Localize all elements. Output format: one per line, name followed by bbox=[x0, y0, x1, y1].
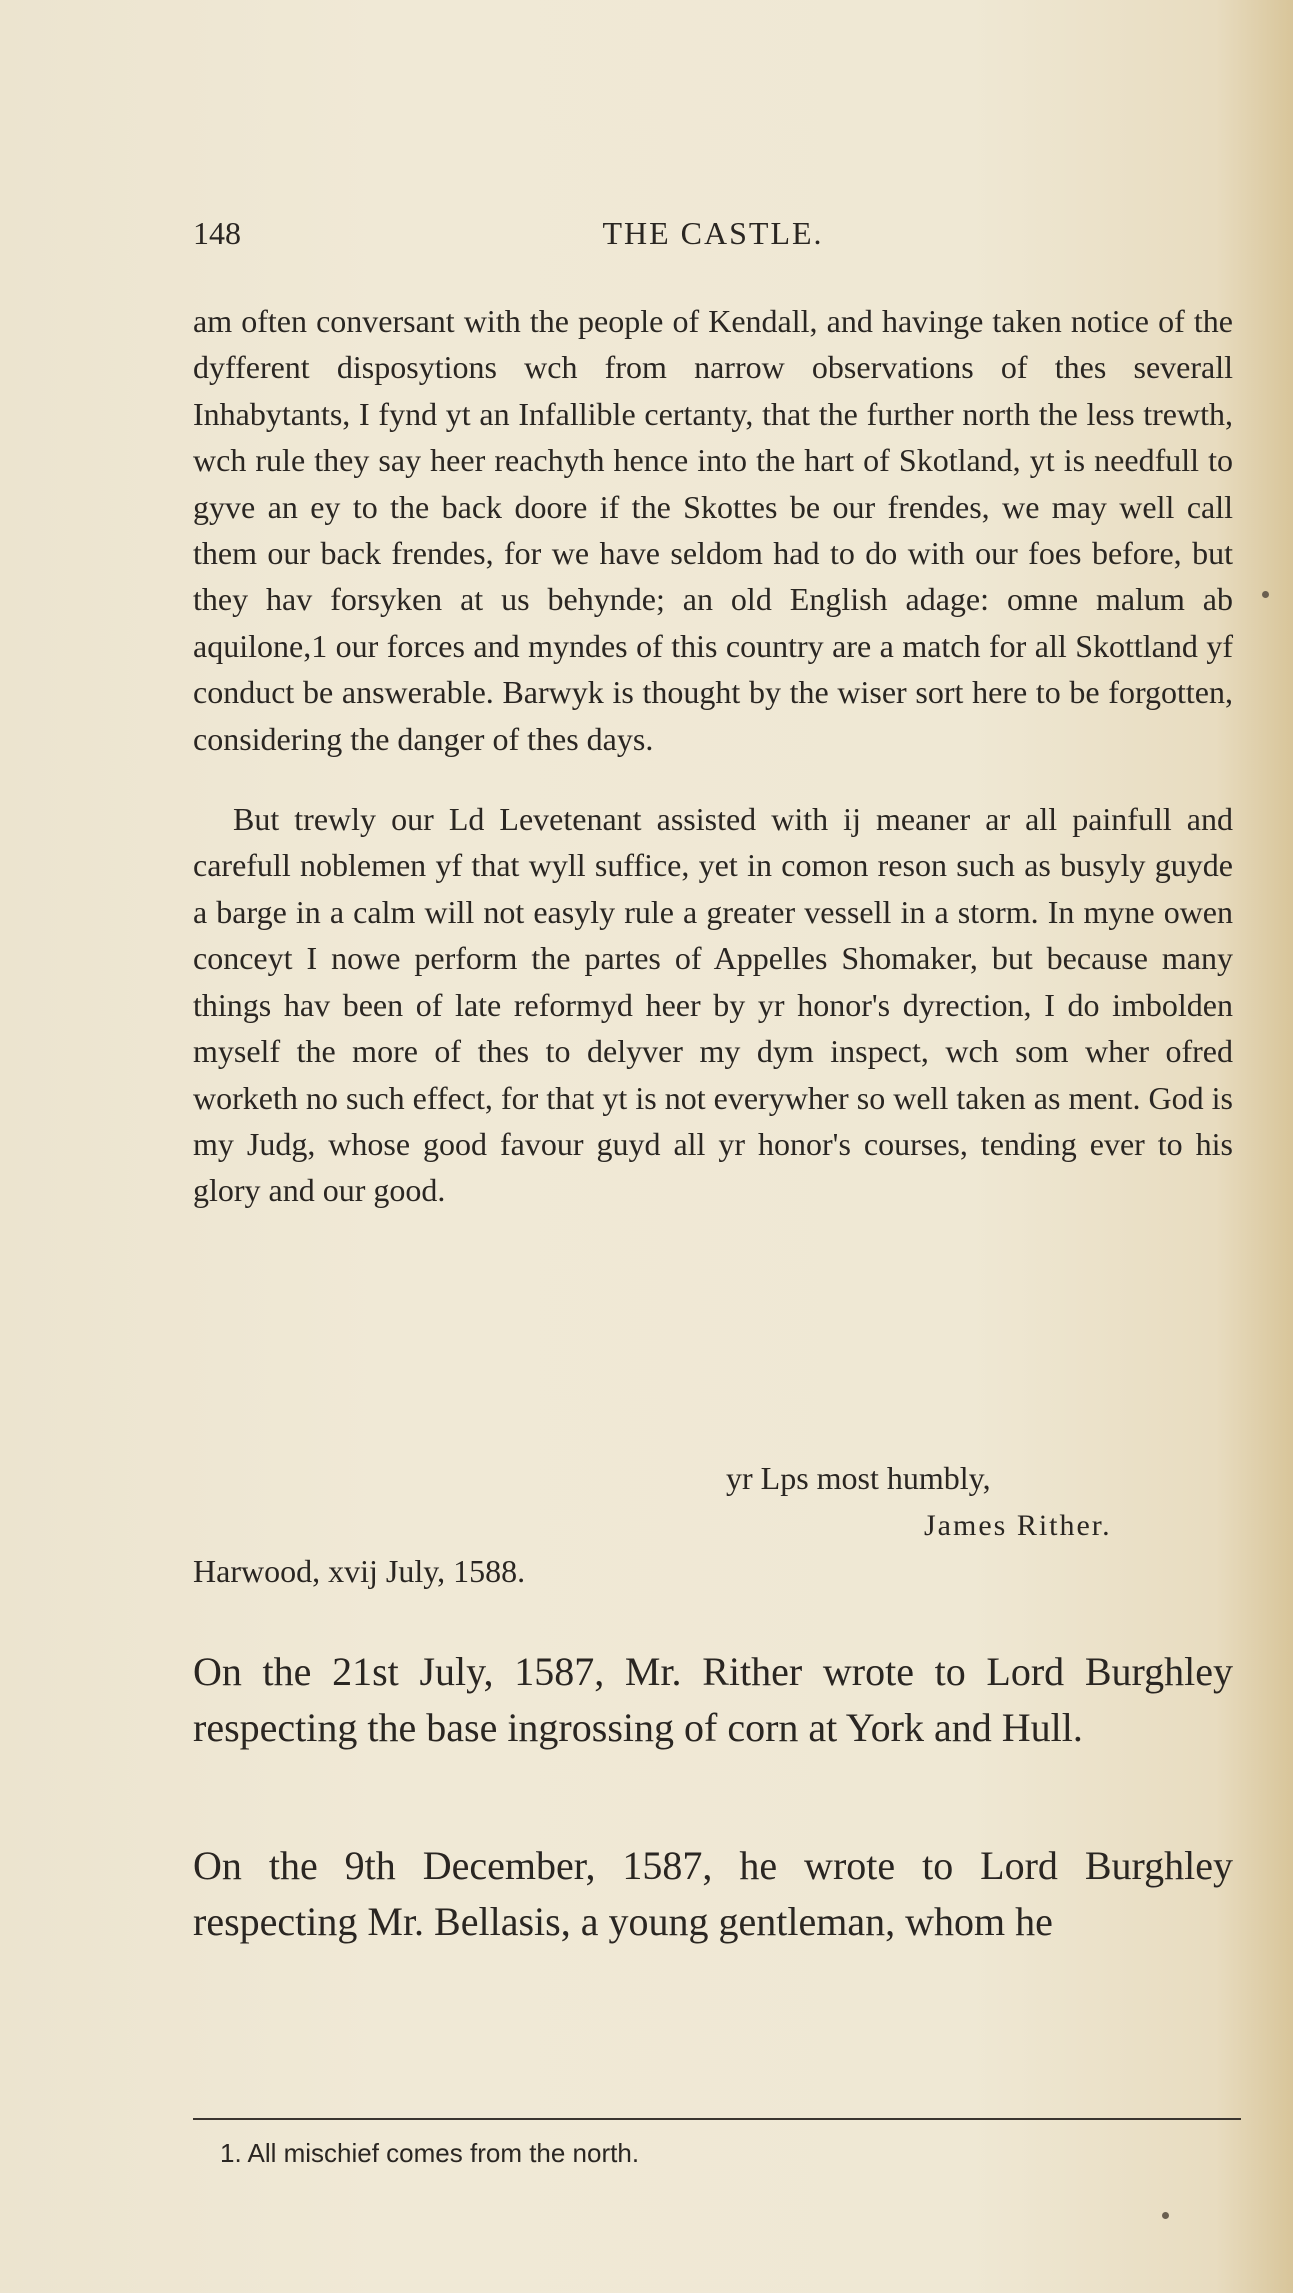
narrative-text-1: On the 21st July, 1587, Mr. Rither wrote to Lord Burghley respecting the base ingrossing of corn at York and Hull. bbox=[193, 1649, 1233, 1750]
narrative-paragraph-2 bbox=[193, 1838, 1233, 1950]
letter-paragraph-2: But trewly our Ld Levetenant assisted with ij meaner ar all painfull and carefull noblemen yf that wyll suffice, yet in comon reson such as busyly guyde a barge in a calm will not easyly rule a greater vessell in a storm. In myne owen conceyt I nowe perform the partes of Appelles Shomaker, but because many things hav been of late reformyd heer by yr honor's dyrection, I do imbolden myself the more of thes to delyver my dym inspect, wch som wher ofred worketh no such effect, for that yt is not everywher so well taken as ment. God is my Judg, whose good favour guyd all yr honor's courses, tending ever to his glory and our good. bbox=[193, 801, 1233, 1209]
letter-signature: James Rither. bbox=[924, 1509, 1112, 1542]
footnote-rule bbox=[193, 2118, 1241, 2120]
page-number: 148 bbox=[193, 215, 241, 251]
letter-body bbox=[193, 298, 1233, 1214]
letter-closing: yr Lps most humbly, bbox=[726, 1460, 991, 1496]
narrative-text-2: On the 9th December, 1587, he wrote to Lord Burghley respecting Mr. Bellasis, a young gentleman, whom he bbox=[193, 1843, 1233, 1944]
page-header bbox=[193, 215, 1233, 255]
letter-paragraph-1: am often conversant with the people of Kendall, and havinge taken notice of the dyfferent disposytions wch from narrow observations of thes severall Inhabytants, I fynd yt an Infallible certanty, that the further north the less trewth, wch rule they say heer reachyth hence into the hart of Skotland, yt is needfull to gyve an ey to the back doore if the Skottes be our frendes, we may well call them our back frendes, for we have seldom had to do with our foes before, but they hav forsyken at us behynde; an old English adage: omne malum ab aquilone,1 our forces and myndes of this country are a match for all Skottland yf conduct be answerable. Barwyk is thought by the wiser sort here to be forgotten, considering the danger of thes days. bbox=[193, 303, 1233, 757]
paper-speck bbox=[1262, 591, 1269, 598]
narrative-paragraph-1 bbox=[193, 1644, 1233, 1756]
letter-dateline: Harwood, xvij July, 1588. bbox=[193, 1553, 526, 1589]
footnote: 1. All mischief comes from the north. bbox=[220, 2138, 640, 2168]
running-head: THE CASTLE. bbox=[602, 215, 824, 251]
paper-speck bbox=[1162, 2212, 1169, 2219]
